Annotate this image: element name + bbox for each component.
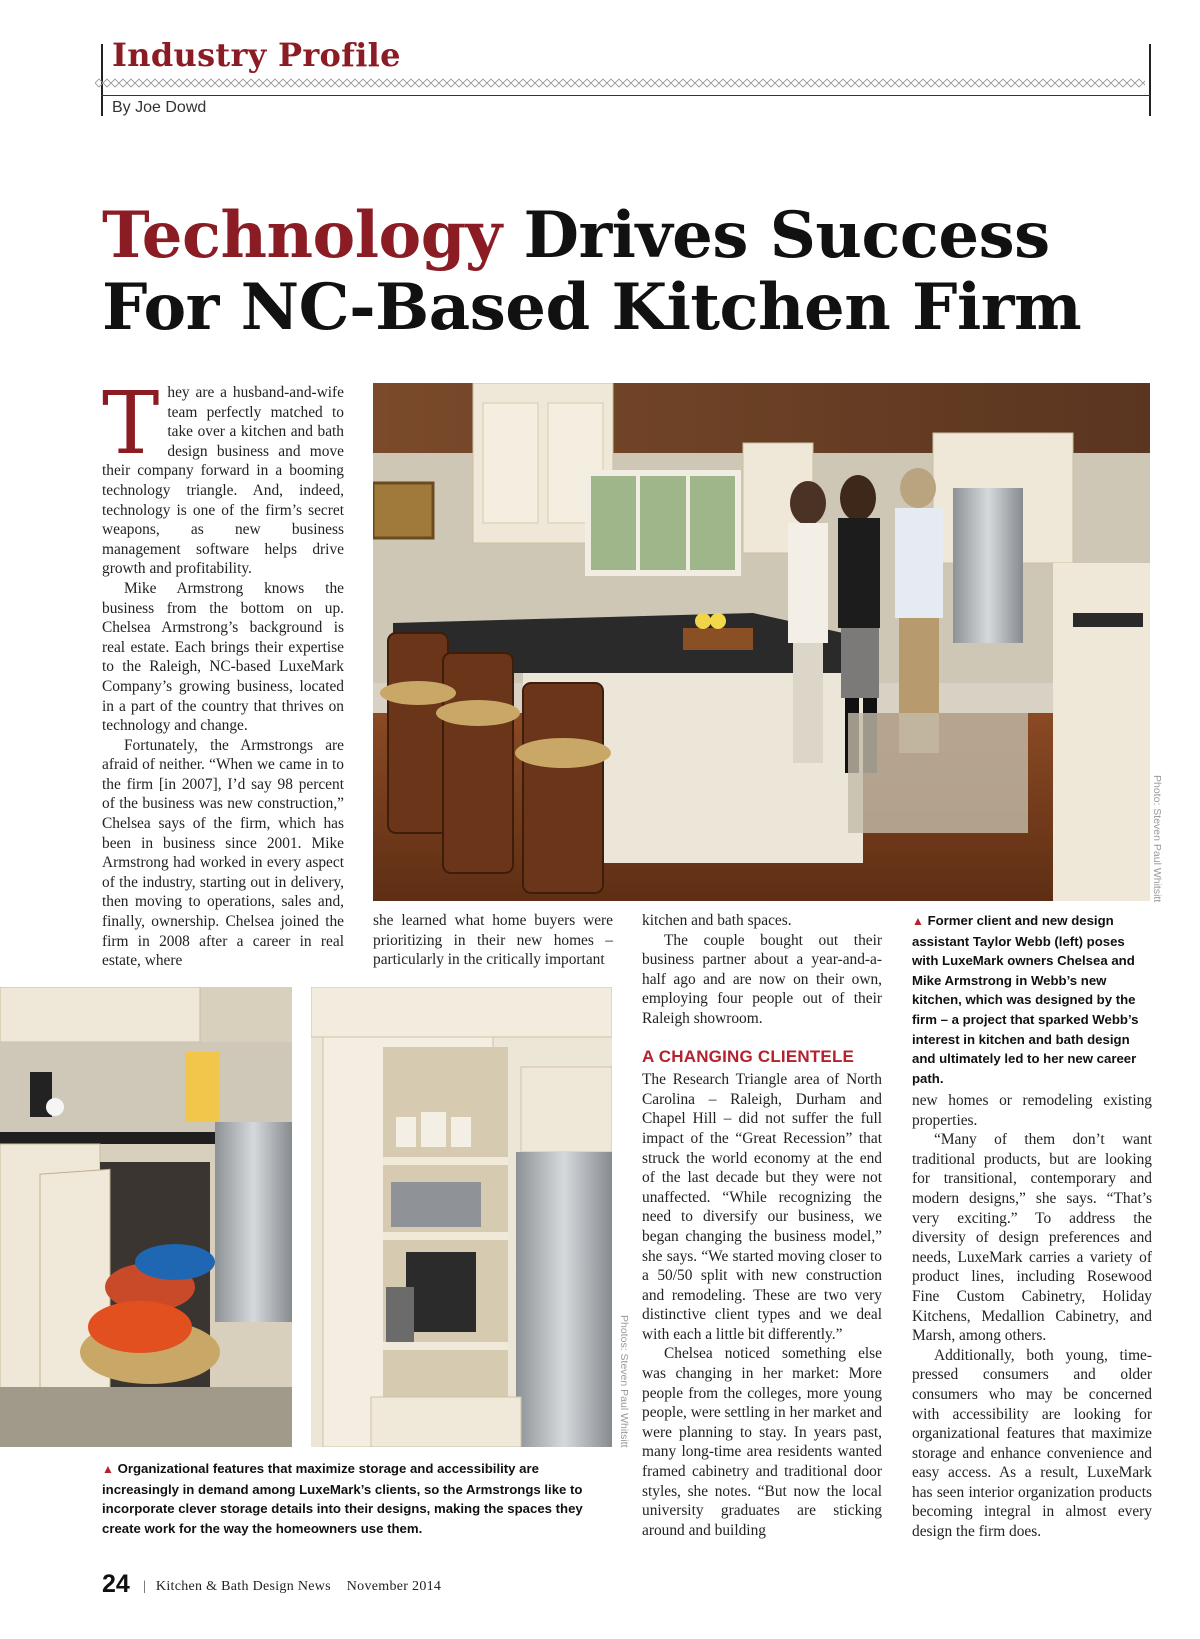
main-kitchen-photo bbox=[373, 383, 1150, 901]
paragraph: “Many of them don’t want traditional products, but are looking for transitional, contemporary and modern designs,” she says. “That’s very exciting.” To address the diversity of design preferences and needs, LuxeMark carries a variety of product lines, including Rosewood Fine Custom Cabinetry, Holiday Kitchens, Medallion Cabinetry, and Marsh, among others. bbox=[912, 1131, 1152, 1345]
article-column-2 bbox=[373, 911, 613, 970]
lower-photos-caption: ▲ Organizational features that maximize storage and accessibility are increasingly in demand among LuxeMark’s clients, so the Armstrongs like to incorporate clever storage details into their designs, making the spaces they create work for the way the homeowners use them. bbox=[102, 1461, 583, 1536]
headline-accent: Technology bbox=[102, 198, 502, 273]
corner-cabinet-photo bbox=[0, 987, 292, 1447]
paragraph: Mike Armstrong knows the business from the bottom on up. Chelsea Armstrong’s background is real estate. Each brings their expertise to the Raleigh, NC-based LuxeMark Company’s growing business, located in a part of the country that thrives on technology and change. bbox=[102, 579, 344, 735]
publication-name: Kitchen & Bath Design News bbox=[155, 1579, 331, 1594]
photo-credit-lower: Photos: Steven Paul Whitsitt bbox=[618, 1315, 630, 1448]
section-subhead: A CHANGING CLIENTELE bbox=[642, 1046, 855, 1066]
paragraph: The couple bought out their business partner about a year-and-a-half ago and are now on their own, employing four people out of their Raleigh showroom. bbox=[642, 931, 882, 1027]
triangle-icon: ▲ bbox=[912, 914, 924, 928]
byline: By Joe Dowd bbox=[112, 99, 207, 116]
footer-publication-line bbox=[137, 1579, 441, 1595]
main-photo-caption: ▲ Former client and new design assistant Taylor Webb (left) poses with LuxeMark owners Chelsea and Mike Armstrong in Webb’s new kitchen, which was designed by the firm – a project that sparked Webb’s interest in kitchen and bath design and ultimately led to her new career path. bbox=[912, 913, 1139, 1086]
section-label: Industry Profile bbox=[112, 36, 401, 74]
paragraph: Fortunately, the Armstrongs are afraid of neither. “When we came in to the firm [in 2007], I’d say 98 percent of the business was new construction,” Chelsea says of the firm, which has been in business since 2001. Mike Armstrong had worked in every aspect of the industry, starting out in delivery, then moving to operations, sales and, finally, ownership. Chelsea joined the firm in 2008 after a career in real estate, where bbox=[102, 736, 344, 970]
paragraph: Additionally, both young, time-pressed consumers and older consumers who may be concerned with accessibility are looking for organizational features that maximize storage and enhance convenience and easy access. As a result, LuxeMark has seen interior organization products becoming integral in almost every design the firm does. bbox=[912, 1346, 1152, 1541]
drop-cap: T bbox=[102, 374, 160, 474]
paragraph: They are a husband-and-wife team perfectly matched to take over a kitchen and bath design business and move their company forward in a booming technology triangle. And, indeed, technology is one of the firm’s secret weapons, as new business management software helps drive growth and profitability. bbox=[102, 374, 344, 578]
headline-line1-rest: Drives Success bbox=[501, 198, 1050, 273]
page-number: 24 bbox=[102, 1570, 130, 1598]
paragraph: The Research Triangle area of North Carolina – Raleigh, Durham and Chapel Hill – did not suffer the full impact of the “Great Recession” that struck the world economy at the end of the last decade but they were not unaffected. “While recognizing the need to diversify our business, we began changing the business model,” she says. “We started moving closer to a 50/50 split with new construction and remodeling. These are two very distinctive client types and we deal with each a little bit differently.” bbox=[642, 1071, 882, 1343]
footer-separator: | bbox=[143, 1579, 147, 1594]
appliance-garage-photo bbox=[311, 987, 612, 1447]
article-column-4 bbox=[912, 1091, 1152, 1542]
headline bbox=[102, 200, 1152, 344]
paragraph: kitchen and bath spaces. bbox=[642, 912, 792, 929]
article-column-1 bbox=[102, 374, 344, 971]
header-divider bbox=[101, 95, 1151, 96]
decorative-diamond-rule bbox=[95, 77, 1145, 89]
photo-credit-main: Photo: Steven Paul Whitsitt bbox=[1151, 775, 1163, 903]
paragraph: Chelsea noticed something else was changing in her market: More people from the colleges, more young people, were settling in her market and were planning to stay. In years past, many long-time area residents wanted framed cabinetry and traditional door styles, she notes. “But now the local university graduates are sticking around and building bbox=[642, 1345, 882, 1539]
header-right-rule bbox=[1149, 44, 1151, 116]
triangle-icon: ▲ bbox=[102, 1462, 114, 1476]
headline-line2: For NC-Based Kitchen Firm bbox=[102, 270, 1082, 345]
article-column-3 bbox=[642, 911, 882, 1540]
paragraph: new homes or remodeling existing properties. bbox=[912, 1092, 1152, 1129]
issue-date: November 2014 bbox=[346, 1579, 442, 1594]
paragraph: she learned what home buyers were prioritizing in their new homes – particularly in the critically important bbox=[373, 912, 613, 969]
